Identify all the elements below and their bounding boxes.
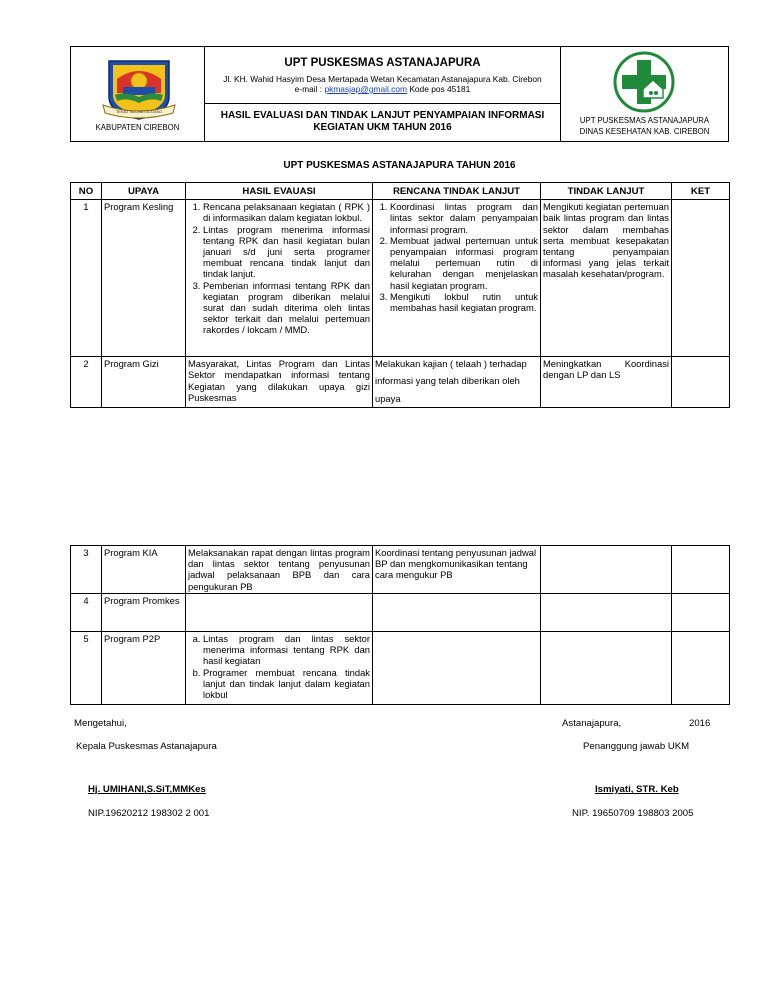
- doc-title-block: [205, 103, 560, 141]
- left-signer-name: Hj. UMIHANI,S.SiT,MMKes: [88, 784, 206, 795]
- postcode: Kode pos 45181: [409, 84, 471, 94]
- right-caption-line2: DINAS KESEHATAN KAB. CIREBON: [579, 127, 710, 136]
- evaluation-table: [70, 182, 730, 408]
- table-row: [71, 594, 730, 632]
- right-place: Astanajapura,: [562, 718, 622, 729]
- list-item: 3. Pemberian informasi tentang RPK dan kegiatan program diberikan melalui surat dan sudah diterima oleh lintas sektor terkait dan melalui pertemuan rakordes / lokcam / MMD.: [203, 280, 370, 336]
- org-block: [205, 47, 560, 104]
- row-tindak: [541, 594, 672, 632]
- row-tindak: [541, 546, 672, 594]
- hasil-list: [188, 633, 370, 700]
- left-role: Kepala Puskesmas Astanajapura: [76, 741, 217, 752]
- letterhead: [70, 46, 729, 142]
- letterhead-left: [71, 47, 205, 141]
- right-signer-nip: NIP. 19650709 198803 2005: [572, 808, 694, 819]
- row-hasil: [186, 594, 373, 632]
- row-rencana: [373, 357, 541, 408]
- row-hasil: [186, 632, 373, 705]
- right-caption-line1: UPT PUSKESMAS ASTANAJAPURA: [579, 116, 710, 125]
- col-header-ket: KET: [672, 183, 730, 200]
- letterhead-right: [561, 47, 728, 141]
- right-role: Penanggung jawab UKM: [583, 741, 690, 752]
- rencana-line: informasi yang telah diberikan oleh: [375, 375, 520, 387]
- left-label: Mengetahui,: [74, 718, 127, 729]
- email-label: e-mail :: [294, 84, 323, 94]
- table-row: [71, 200, 730, 357]
- table-row: [71, 546, 730, 594]
- row-hasil: Melaksanakan rapat dengan lintas program dan lintas sektor tentang penyusunan jadwal pelaksanaan BPB dan cara pengukuran PB: [186, 546, 373, 594]
- row-hasil: [186, 200, 373, 357]
- email-link[interactable]: pkmasjap@gmail.com: [324, 84, 407, 94]
- col-header-hasil: HASIL EVAUASI: [186, 183, 373, 200]
- col-header-upaya: UPAYA: [102, 183, 186, 200]
- list-item: 3. Mengikuti lokbul rutin untuk membahas hasil kegiatan program.: [390, 291, 538, 313]
- doc-title: [205, 110, 560, 134]
- letterhead-middle: [205, 47, 561, 141]
- kabupaten-caption: KABUPATEN CIREBON: [95, 123, 180, 132]
- address: [205, 74, 560, 94]
- table-row: [71, 632, 730, 705]
- row-hasil: Masyarakat, Lintas Program dan Lintas Sektor mendapatkan informasi tentang Kegiatan yang dilakukan upaya gizi Puskesmas: [186, 357, 373, 408]
- rencana-line: upaya: [375, 392, 401, 404]
- row-no: 4: [71, 594, 102, 632]
- list-item: a. Lintas program dan lintas sektor menerima informasi tentang RPK dan hasil kegiatan: [203, 633, 370, 667]
- table-subtitle: UPT PUSKESMAS ASTANAJAPURA TAHUN 2016: [283, 160, 516, 171]
- col-header-no: NO: [71, 183, 102, 200]
- row-ket: [672, 594, 730, 632]
- table-header-row: [71, 183, 730, 200]
- row-ket: [672, 546, 730, 594]
- row-upaya: Program Promkes: [102, 594, 186, 632]
- puskesmas-cross-logo-icon: [613, 51, 675, 113]
- col-header-tindak: TINDAK LANJUT: [541, 183, 672, 200]
- row-no: 3: [71, 546, 102, 594]
- doc-title-line2: KEGIATAN UKM TAHUN 2016: [313, 122, 452, 133]
- row-ket: [672, 357, 730, 408]
- right-signer-name: Ismiyati, STR. Keb: [595, 784, 679, 795]
- list-item: 2. Membuat jadwal pertemuan untuk penyampaian informasi program melalui pertemuan rutin di kelurahan dengan menjelaskan hasil kegiatan program.: [390, 235, 538, 291]
- list-item: b. Programer membuat rencana tindak lanjut dan tindak lanjut dalam kegiatan lokbul: [203, 667, 370, 701]
- evaluation-table-continued: [70, 545, 730, 705]
- row-upaya: Program Kesling: [102, 200, 186, 357]
- contact-line: [205, 84, 560, 94]
- col-header-rencana: RENCANA TINDAK LANJUT: [373, 183, 541, 200]
- row-tindak: Meningkatkan Koordinasi dengan LP dan LS: [541, 357, 672, 408]
- row-no: 2: [71, 357, 102, 408]
- row-tindak: [541, 632, 672, 705]
- row-upaya: Program KIA: [102, 546, 186, 594]
- row-rencana: [373, 632, 541, 705]
- logo-ribbon-text: TEKAD TALLANG ALIGANG: [116, 110, 162, 114]
- table-row: [71, 357, 730, 408]
- list-item: 1. Koordinasi lintas program dan lintas sektor dalam penyampaian informasi program.: [390, 201, 538, 235]
- hasil-list: [188, 201, 370, 335]
- right-year: 2016: [689, 718, 711, 729]
- list-item: 1. Rencana pelaksanaan kegiatan ( RPK ) di informasikan dalam kegiatan lokbul.: [203, 201, 370, 223]
- row-rencana: [373, 200, 541, 357]
- address-line: Jl. KH. Wahid Hasyim Desa Mertapada Wetan Kecamatan Astanajapura Kab. Cirebon: [223, 74, 542, 84]
- rencana-line: Melakukan kajian ( telaah ) terhadap: [375, 358, 527, 370]
- list-item: 2. Lintas program menerima informasi tentang RPK dan hasil kegiatan bulan januari s/d juni serta programer membuat rencana tindak lanjut dan tindak lanjut.: [203, 224, 370, 280]
- row-ket: [672, 632, 730, 705]
- kabupaten-cirebon-logo-icon: [101, 57, 177, 123]
- left-signer-nip: NIP.19620212 198302 2 001: [88, 808, 210, 819]
- row-upaya: Program Gizi: [102, 357, 186, 408]
- row-tindak: Mengikuti kegiatan pertemuan baik lintas program dan lintas sektor dalam membahas serta membuat kesepakatan tentang penyampaian informasi yang jelas terkait masalah kesehatan/program.: [541, 200, 672, 357]
- row-rencana: [373, 594, 541, 632]
- row-no: 1: [71, 200, 102, 357]
- org-name: UPT PUSKESMAS ASTANAJAPURA: [284, 57, 481, 69]
- rencana-list: [375, 201, 538, 313]
- row-no: 5: [71, 632, 102, 705]
- row-upaya: Program P2P: [102, 632, 186, 705]
- row-rencana: Koordinasi tentang penyusunan jadwal BP dan mengkomunikasikan tentang cara mengukur PB: [373, 546, 541, 594]
- row-ket: [672, 200, 730, 357]
- right-caption: [561, 115, 728, 137]
- doc-title-line1: HASIL EVALUASI DAN TINDAK LANJUT PENYAMPAIAN INFORMASI: [220, 110, 545, 121]
